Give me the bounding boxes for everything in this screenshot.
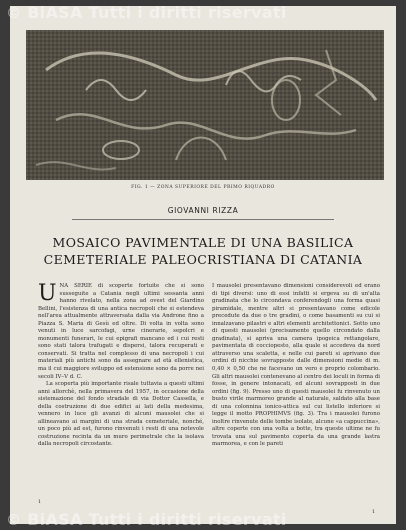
watermark-text: BiASA Tutti i diritti riservati [27,3,287,22]
copyright-icon: © [6,4,22,22]
left-footnote-number: 1 [38,499,42,505]
left-paragraph-1-text: NA SERIE di scoperte fortuite che si sono susseguite a Catania negli ultimi sessanta anni hanno rivelato, nella zona ad ovest del Giardino Bellini, l'esistenza di una antica necropoli che si estendeva nell'area attualmente attraversata dalla via Androne fino a Piazza S. Maria di Gesù ed oltre. Di volta in volta sono venuti in luce sarcofagi, urne cinerarie, sepolcri e monumenti funerari, le cui epigrafi mancano ed i cui resti sono stati talora trafugati e dispersi, talora recuperati e conservati. Si tratta nel complesso di una necropoli i cui materiali più antichi sono da assegnare ad età ellenistica, ma il cui maggiore sviluppo ed estensione sono da porre nei secoli IV–V d. C. [38,283,204,380]
right-column [212,283,380,449]
watermark-bottom [6,510,287,529]
left-paragraph-2: La scoperta più importante risale tuttavia a questi ultimi anni allorchè, nella primavera del 1957, in occasione della sistemazione del fondo stradale di via Dottor Cassella, e della costruzione di due edifici ai lati della medesima, vennero in luce gli avanzi di alcuni mausolei che si allineavano ai margini di una strada cemeteriale, nonché, un poco più ad est, furono rinvenuti i resti di una notevole costruzione recinta da un muro perimetrale che la isolava dalla necropoli circostante. [38,381,204,448]
title-rule [72,219,334,220]
title-line-1: MOSAICO PAVIMENTALE DI UNA BASILICA [52,235,354,250]
copyright-icon-bottom: © [6,511,22,529]
right-paragraph-1: I mausolei presentavano dimensioni considerevoli ed erano di tipi diversi: uno di essi infatti si ergeva su di un'alta gradinata che lo circondava conferendogli una forma quasi piramidale, mentre altri si presentavano come edicole precedute da due o tre gradini, o come basamenti su cui si innalzavano pilastri e altri elementi architettonici. Sotto uno di questi mausolei (precisamente quello circondato dalla gradinata), si apriva una camera ipogeica rettangolare, pavimentata di cocciopesto, alla quale si accedeva da nord attraverso una scaletta, e nelle cui pareti si aprivano due ordini di nicchie sovrapposte dalle dimensioni medie di m. 0,40 × 0,50 che ne facevano un vero e proprio colombario. Gli altri mausolei contenevano al centro dei loculi in forma di fosse, in genere intonacati, ed alcuni sovrapposti in due ordini (fig. 9). Presso uno di questi mausolei fu rinvenuto un busto virile marmoreo grande al naturale, saldato alla base di una colonnina ionico-attica sul cui listello inferiore si legge il motto PROPHIMVS (fig. 3). Tra i mausolei furono inoltre rinvenute delle tombe isolate, alcune «a cappuccina», altre coperte con una volta a botte, tra queste ultime ne fu trovata una sul pavimento coperta da una grande lastra marmorea, e con le pareti [212,283,380,448]
mosaic-image [26,30,384,180]
left-column [38,283,204,449]
article-title [0,234,406,268]
article-author: GIOVANNI RIZZA [167,206,239,215]
drop-cap: U [38,281,57,306]
title-line-2: CEMETERIALE PALEOCRISTIANA DI CATANIA [43,252,363,267]
figure-caption: FIG. 1 — ZONA SUPERIORE DEL PRIMO RIQUADRO [131,185,275,190]
watermark-top [6,3,287,22]
left-paragraph-1 [38,283,204,381]
page-number: 1 [372,509,376,515]
mosaic-photo [26,30,384,180]
watermark-text-bottom: BiASA Tutti i diritti riservati [27,510,287,529]
